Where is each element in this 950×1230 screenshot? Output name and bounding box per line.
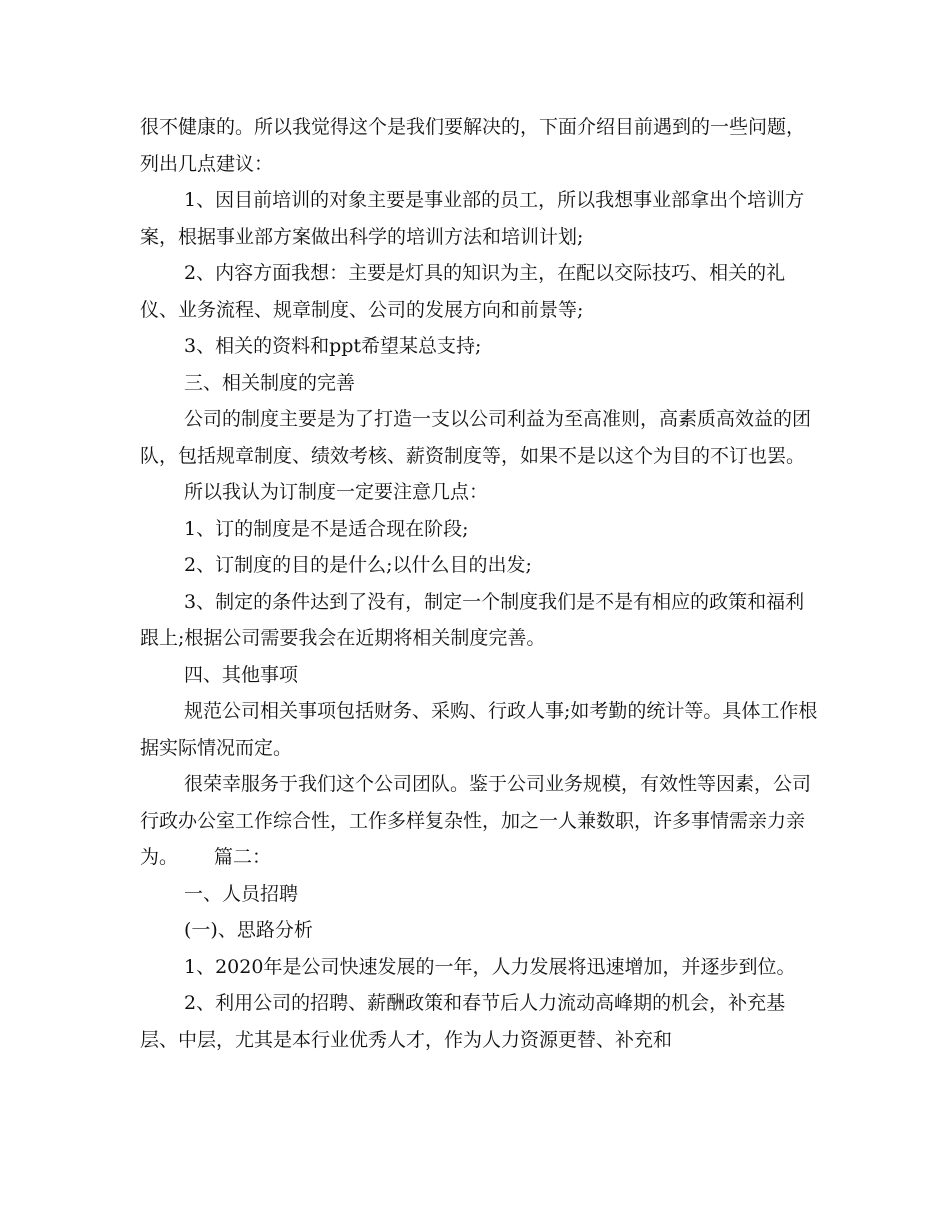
section-heading: 一、人员招聘 bbox=[184, 882, 299, 905]
paragraph: 1、因目前培训的对象主要是事业部的员工，所以我想事业部拿出个培训方案，根据事业部方案做出科学的培训方法和培训计划; bbox=[140, 189, 805, 248]
paragraph: 3、制定的条件达到了没有，制定一个制度我们是不是有相应的政策和福利跟上;根据公司需要我会在近期将相关制度完善。 bbox=[140, 590, 805, 649]
paragraph: 很不健康的。所以我觉得这个是我们要解决的，下面介绍目前遇到的一些问题，列出几点建议： bbox=[140, 116, 806, 175]
part-label: 篇二： bbox=[214, 846, 272, 868]
paragraph: 公司的制度主要是为了打造一支以公司利益为至高准则，高素质高效益的团队，包括规章制度、绩效考核、薪资制度等，如果不是以这个为目的不订也罢。 bbox=[140, 408, 812, 467]
paragraph: 所以我认为订制度一定要注意几点： bbox=[184, 481, 489, 503]
paragraph: 2、利用公司的招聘、薪酬政策和春节后人力流动高峰期的机会，补充基层、中层，尤其是本行业优秀人才，作为人力资源更替、补充和 bbox=[140, 992, 786, 1051]
section-heading: 三、相关制度的完善 bbox=[184, 371, 356, 394]
paragraph: 1、2020年是公司快速发展的一年，人力发展将迅速增加，并逐步到位。 bbox=[184, 955, 796, 978]
section-heading: 四、其他事项 bbox=[184, 663, 299, 686]
paragraph: 3、相关的资料和ppt希望某总支持; bbox=[184, 335, 482, 357]
paragraph-text: 很荣幸服务于我们这个公司团队。鉴于公司业务规模，有效性等因素，公司行政办公室工作综合性，工作多样复杂性，加之一人兼数职，许多事情需亲力亲为。 bbox=[140, 773, 812, 868]
paragraph bbox=[140, 766, 820, 876]
document-body bbox=[140, 109, 820, 1058]
subsection-heading: (一)、思路分析 bbox=[184, 919, 313, 941]
paragraph: 2、订制度的目的是什么;以什么目的出发; bbox=[184, 554, 532, 576]
paragraph: 1、订的制度是不是适合现在阶段; bbox=[184, 517, 469, 540]
paragraph: 2、内容方面我想：主要是灯具的知识为主，在配以交际技巧、相关的礼仪、业务流程、规章制度、公司的发展方向和前景等; bbox=[140, 262, 786, 321]
paragraph: 规范公司相关事项包括财务、采购、行政人事;如考勤的统计等。具体工作根据实际情况而定。 bbox=[140, 700, 818, 759]
